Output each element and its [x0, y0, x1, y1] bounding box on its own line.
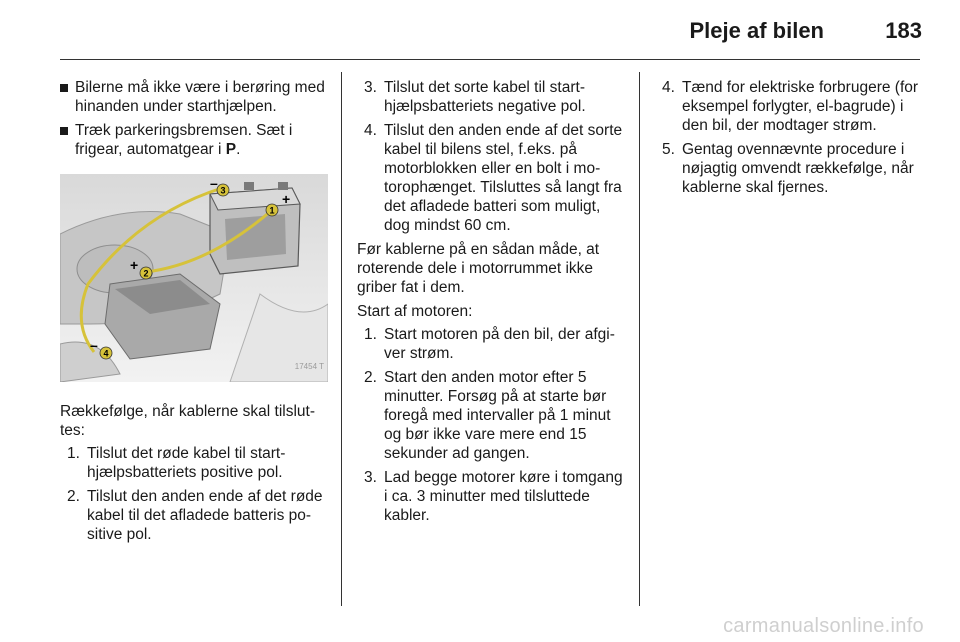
step-number: 3.: [364, 469, 377, 486]
column-divider-1: [341, 72, 342, 606]
svg-text:1: 1: [269, 205, 275, 216]
list-item: [357, 78, 627, 116]
cable-routing-note: Før kablerne på en sådan måde, at roterende dele i motorrummet ikke griber fat i dem.: [357, 241, 600, 296]
list-item: [357, 325, 627, 363]
engine-bay-drawing: [60, 174, 328, 382]
list-item: [357, 121, 627, 235]
step-number: 4.: [364, 122, 377, 139]
bullet-item: [60, 78, 328, 116]
step-text: Tilslut den anden ende af det sorte kabel til bilens stel, f.eks. på motorblokken eller en bolt i motorophænget. Tilsluttes så langt fra det afladede batteri som muligt, dog mindst 60 cm.: [384, 122, 623, 234]
bullet-end: .: [236, 141, 241, 158]
step-number: 1.: [364, 326, 377, 343]
column-3: [655, 78, 925, 202]
minus-sign-donor: –: [210, 175, 218, 191]
list-item: [357, 368, 627, 463]
gear-p-label: P: [225, 141, 237, 158]
column-2: [357, 78, 627, 530]
step-text: Start den anden motor efter 5 minutter. Forsøg på at starte bør foregå med intervaller på 1 minut og bør ikke vare mere end 15 sekunder ad gangen.: [384, 369, 611, 462]
jump-start-illustration: [60, 174, 328, 382]
plus-sign-donor: +: [282, 191, 291, 207]
list-item: [655, 78, 925, 135]
callout-3: [217, 184, 229, 196]
list-item: [655, 140, 925, 197]
figure-id: 17454 T: [294, 362, 324, 371]
list-item: [357, 468, 627, 525]
bullet-text: Træk parkeringsbremsen. Sæt i frigear, automatgear i: [75, 122, 293, 158]
step-number: 2.: [364, 369, 377, 386]
callout-2: [140, 267, 152, 279]
column-divider-2: [639, 72, 640, 606]
column-1: [60, 78, 328, 549]
step-number: 1.: [67, 445, 80, 462]
step-number: 3.: [364, 79, 377, 96]
bullet-item: [60, 121, 328, 159]
step-text: Start motoren på den bil, der afgiver strøm.: [384, 326, 615, 362]
plus-sign-discharged: +: [130, 257, 139, 273]
svg-text:3: 3: [220, 185, 226, 196]
step-number: 2.: [67, 488, 80, 505]
sequence-intro: Rækkefølge, når kablerne skal tilsluttes:: [60, 403, 315, 439]
start-engine-heading: Start af motoren:: [357, 303, 473, 320]
square-bullet-icon: [60, 84, 68, 92]
page-header-title: Pleje af bilen: [689, 18, 824, 43]
step-text: Tilslut det sorte kabel til starthjælpsbatteriets negative pol.: [384, 79, 586, 115]
watermark: carmanualsonline.info: [723, 615, 924, 637]
list-item: [60, 487, 328, 544]
svg-text:2: 2: [143, 268, 149, 279]
step-text: Tænd for elektriske forbrugere (for eksempel forlygter, el-bagrude) i den bil, der modtager strøm.: [682, 79, 919, 134]
minus-sign-ground: –: [90, 337, 98, 353]
step-text: Tilslut det røde kabel til starthjælpsbatteriets positive pol.: [87, 445, 286, 481]
bullet-text: Bilerne må ikke være i berøring med hinanden under starthjælpen.: [75, 79, 325, 115]
header-rule: [60, 59, 920, 60]
step-text: Gentag ovennævnte procedure i nøjagtig omvendt rækkefølge, når kablerne skal fjernes.: [682, 141, 914, 196]
step-number: 5.: [662, 141, 675, 158]
callout-4: [100, 347, 112, 359]
callout-1: [266, 204, 278, 216]
svg-text:4: 4: [103, 348, 109, 359]
page-number: 183: [885, 18, 922, 43]
step-number: 4.: [662, 79, 675, 96]
list-item: [60, 444, 328, 482]
square-bullet-icon: [60, 127, 68, 135]
step-text: Lad begge motorer køre i tomgang i ca. 3 minutter med tilsluttede kabler.: [384, 469, 623, 524]
step-text: Tilslut den anden ende af det røde kabel til det afladede batteris positive pol.: [87, 488, 323, 543]
